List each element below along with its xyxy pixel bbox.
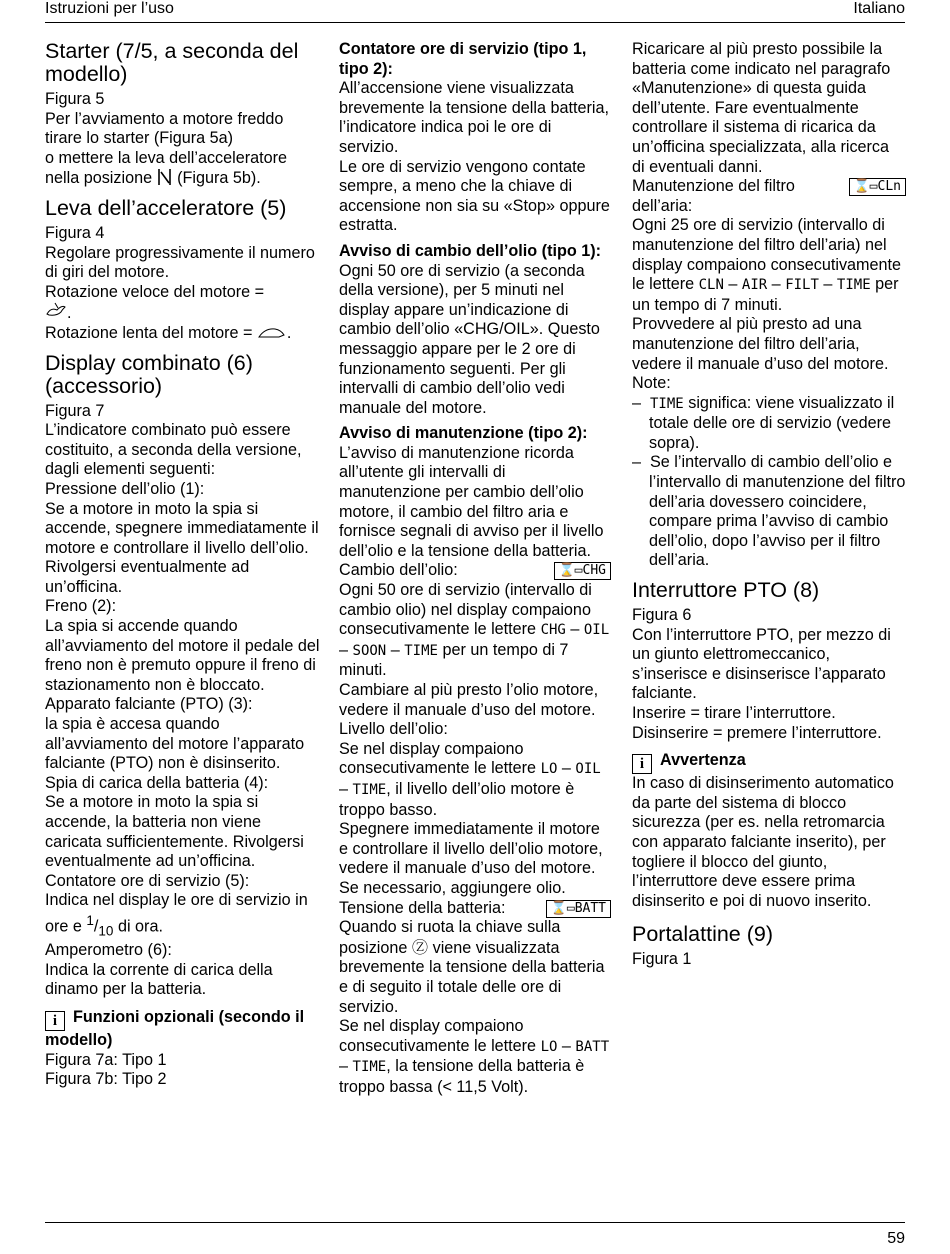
level-text-3: Spegnere immediatamente il motore e controllare il livello dell’olio motore, vedere il manuale d’uso del motore. Se necessario, aggiungere olio.	[339, 820, 603, 897]
brake-text: La spia si accende quando all’avviamento del motore il pedale del freno non è premuto oppure il freno di stazionamento non è bloccato.	[45, 617, 320, 694]
hours-frac-den: 10	[98, 923, 114, 939]
display-intro: L’indicatore combinato può essere costituito, a seconda della versione, dagli elementi seguenti:	[45, 421, 302, 479]
lcd-chg-icon: ⌛▭CHG	[554, 562, 612, 580]
leva-slow-label: Rotazione lenta del motore =	[45, 323, 253, 342]
pto-switch-on: Inserire = tirare l’interruttore.	[632, 704, 836, 722]
pto-switch-text: Con l’interruttore PTO, per mezzo di un giunto elettromeccanico, s’inserisce e disinserisce l’apparato falciante.	[632, 625, 891, 703]
starter-title: Starter (7/5, a seconda del modello)	[45, 39, 299, 86]
filter-text-3: Provvedere al più presto ad una manutenzione del filtro dell’aria, vedere il manuale d’uso del motore.	[632, 315, 889, 373]
lcd-chg-text: CHG	[582, 563, 606, 579]
column-1	[45, 40, 320, 1090]
lcd-batt-icon: ⌛▭BATT	[546, 900, 611, 918]
note-label: Note:	[632, 374, 671, 393]
leva-fast-label: Rotazione veloce del motore =	[45, 282, 265, 301]
header-title: Istruzioni per l’uso	[45, 0, 174, 17]
hours-text-main: Indica nel display le ore di servizio in ore e	[45, 891, 308, 936]
volt-text-2a: Se nel display compaiono consecutivamente le lettere	[339, 1017, 537, 1055]
pto-text: la spia è accesa quando all’avviamento del motore l’apparato falciante (PTO) non è disinserito.	[45, 715, 305, 773]
cup-holder-title: Portalattine (9)	[632, 922, 774, 947]
warning-text: In caso di disinserimento automatico da parte del sistema di blocco sicurezza (per es. nella retromarcia con apparato falciante inserito), per togliere il blocco del giunto, l’interruttore deve essere prima disinserito e poi di nuovo inserito.	[632, 774, 894, 910]
counter-text-2: Le ore di servizio vengono contate sempre, a meno che la chiave di accensione non sia su «Stop» oppure estratta.	[339, 157, 610, 235]
page-header	[45, 0, 905, 23]
battery-label: Spia di carica della batteria (4):	[45, 773, 269, 792]
maintenance-text: L’avviso di manutenzione ricorda all’utente gli intervalli di manutenzione per cambio dell’olio motore, il cambio del filtro aria e fornisce segnali di avviso per il livello dell’olio e la tensione della batteria.	[339, 443, 604, 560]
warning-title	[632, 751, 906, 774]
leva-slow: Rotazione lenta del motore = .	[45, 323, 292, 342]
volt-text-3: , la tensione della batteria è troppo bassa (< 11,5 Volt).	[339, 1057, 585, 1096]
seg-filt: FILT	[785, 277, 819, 294]
option-b: Figura 7b: Tipo 2	[45, 1070, 167, 1089]
seg-oil: OIL	[583, 622, 610, 639]
amp-text: Indica la corrente di carica della dinamo per la batteria.	[45, 960, 273, 999]
option-a: Figura 7a: Tipo 1	[45, 1050, 167, 1069]
leva-text: Regolare progressivamente il numero di giri del motore.	[45, 243, 315, 282]
display-figure: Figura 7	[45, 401, 105, 420]
hours-frac-num: 1	[86, 912, 94, 928]
choke-position-icon	[157, 168, 173, 187]
seg-lo: LO	[540, 761, 558, 778]
page-number: 59	[887, 1230, 905, 1247]
maintenance-title: Avviso di manutenzione (tipo 2):	[339, 424, 588, 443]
leva-fast: Rotazione veloce del motore = .	[45, 282, 265, 323]
filter-text-1: Ogni 25 ore di servizio (intervallo di manutenzione del filtro dell’aria) nel display compaiono consecutivamente le lettere	[632, 216, 902, 294]
brake-label: Freno (2):	[45, 597, 117, 616]
column-3	[632, 40, 906, 970]
leva-title: Leva dell’acceleratore (5)	[45, 195, 287, 220]
lcd-cln-text: CLn	[877, 179, 901, 195]
battery-text: Se a motore in moto la spia si accende, la batteria non viene caricata sufficientemente. Rivolgersi eventualmente ad un’officina.	[45, 793, 304, 871]
hours-text: Indica nel display le ore di servizio in ore e $^1/_{10}$ di ora.	[45, 891, 308, 939]
volt-label: Tensione della batteria:	[339, 898, 506, 917]
footer-rule	[45, 1222, 905, 1223]
info-icon-2: i	[632, 754, 652, 774]
note-1-text: significa: viene visualizzato il totale delle ore di servizio (vedere sopra).	[649, 393, 895, 452]
leva-figure: Figura 4	[45, 223, 105, 242]
seg-time-4: TIME	[836, 277, 871, 294]
pto-switch-figure: Figura 6	[632, 606, 692, 625]
level-text-2: , il livello dell’olio motore è troppo basso.	[339, 779, 575, 819]
hours-text-end: di ora.	[117, 917, 163, 936]
oil-change-title: Avviso di cambio dell’olio (tipo 1):	[339, 241, 602, 260]
oil-pressure-label: Pressione dell’olio (1):	[45, 479, 205, 498]
chg-text-3: Cambiare al più presto l’olio motore, vedere il manuale d’uso del motore.	[339, 681, 599, 719]
seg-time: TIME	[404, 642, 438, 659]
filter-label: Manutenzione del filtro dell’aria:	[632, 177, 795, 215]
lcd-batt-text: BATT	[574, 900, 606, 916]
note-1: – TIME significa: viene visualizzato il totale delle ore di servizio (vedere sopra).	[632, 393, 895, 452]
pto-label: Apparato falciante (PTO) (3):	[45, 695, 253, 714]
chg-label: Cambio dell’olio:	[339, 561, 458, 580]
seg-soon: SOON	[352, 642, 387, 659]
oil-pressure-text: Se a motore in moto la spia si accende, spegnere immediatamente il motore e controllare il livello dell’olio. Rivolgersi eventualmente ad un’officina.	[45, 499, 319, 596]
note-2: – Se l’intervallo di cambio dell’olio e l’intervallo di manutenzione del filtro dell’aria dovessero coincidere, compare prima l’avviso di cambio dell’olio, dopo l’avviso per il filtro dell’aria.	[632, 453, 906, 570]
ignition-key-icon: Ⓩ	[411, 937, 429, 957]
chg-label-row	[339, 561, 611, 581]
note-2-text: Se l’intervallo di cambio dell’olio e l’intervallo di manutenzione del filtro dell’aria dovessero coincidere, compare prima l’avviso di cambio dell’olio, dopo l’avviso per il filtro dell’aria.	[649, 453, 906, 570]
info-icon: i	[45, 1011, 65, 1031]
tortoise-icon	[257, 324, 287, 342]
warning-label: Avvertenza	[660, 751, 746, 770]
seg-air: AIR	[741, 277, 768, 294]
header-language: Italiano	[853, 0, 905, 17]
level-label: Livello dell’olio:	[339, 720, 448, 739]
volt-text-1	[339, 918, 611, 1017]
optional-functions-label: Funzioni opzionali (secondo il modello)	[45, 1007, 305, 1049]
starter-text: Per l’avviamento a motore freddo tirare lo starter (Figura 5a)	[45, 109, 284, 148]
volt-text-1b: viene visualizzata brevemente la tensione della batteria e di seguito il totale delle ore di servizio.	[339, 938, 605, 1016]
counter-text-1: All’accensione viene visualizzata brevemente la tensione della batteria, l’indicatore indica poi le ore di servizio.	[339, 79, 609, 156]
pto-switch-off: Disinserire = premere l’interruttore.	[632, 723, 882, 742]
seg-time-5: TIME	[650, 395, 684, 412]
level-text: Se nel display compaiono consecutivamente le lettere LO – OIL – TIME, il livello dell’olio motore è troppo basso.	[339, 739, 601, 819]
lcd-cln-icon: ⌛▭CLn	[849, 178, 907, 196]
volt-text-2: Se nel display compaiono consecutivamente le lettere LO – BATT – TIME, la tensione della batteria è troppo bassa (< 11,5 Volt).	[339, 1017, 610, 1096]
level-text-1: Se nel display compaiono consecutivamente le lettere	[339, 739, 537, 778]
seg-time-3: TIME	[352, 1059, 387, 1076]
amp-label: Amperometro (6):	[45, 941, 172, 960]
seg-chg: CHG	[540, 622, 566, 639]
counter-title: Contatore ore di servizio (tipo 1, tipo 2):	[339, 40, 587, 78]
chg-text: Ogni 50 ore di servizio (intervallo di cambio olio) nel display compaiono consecutivamente le lettere CHG – OIL – SOON – TIME per un tempo di 7 minuti.	[339, 581, 610, 680]
filter-label-row	[632, 177, 906, 216]
volt-text-1a: Quando si ruota la chiave sulla posizione	[339, 918, 561, 957]
volt-label-row	[339, 899, 611, 919]
recharge-text: Ricaricare al più presto possibile la batteria come indicato nel paragrafo «Manutenzione» di questa guida dell’utente. Fare eventualmente controllare il sistema di ricarica da un’officina specializzata, alla ricerca di eventuali danni.	[632, 40, 891, 176]
seg-lo-2: LO	[540, 1038, 558, 1055]
starter-text-2b: (Figura 5b).	[177, 169, 261, 188]
chg-text-1: Ogni 50 ore di servizio (intervallo di cambio olio) nel display compaiono consecutivamente le lettere	[339, 581, 592, 639]
filter-text-2: per un tempo di 7 minuti.	[632, 275, 899, 314]
filter-text: Ogni 25 ore di servizio (intervallo di manutenzione del filtro dell’aria) nel display compaiono consecutivamente le lettere CLN – AIR – FILT – TIME per un tempo di 7 minuti.	[632, 216, 902, 314]
seg-cln: CLN	[698, 277, 724, 294]
seg-time-2: TIME	[352, 781, 387, 798]
seg-oil-2: OIL	[575, 761, 601, 778]
starter-figure: Figura 5	[45, 90, 105, 108]
hare-icon	[45, 304, 67, 322]
seg-batt: BATT	[575, 1038, 610, 1055]
cup-holder-figure: Figura 1	[632, 950, 692, 969]
pto-switch-title: Interruttore PTO (8)	[632, 578, 820, 603]
optional-functions-title	[45, 1008, 320, 1051]
display-title: Display combinato (6) (accessorio)	[45, 350, 253, 398]
oil-change-text: Ogni 50 ore di servizio (a seconda della versione), per 5 minuti nel display appare un’indicazione di cambio dell’olio «CHG/OIL». Questo messaggio appare per le 2 ore di funzionamento seguenti. Per gli intervalli di cambio dell’olio vedi manuale del motore.	[339, 261, 600, 417]
chg-text-2: per un tempo di 7 minuti.	[339, 640, 569, 680]
starter-text-2a: o mettere la leva dell’acceleratore nella posizione	[45, 148, 288, 188]
hours-label: Contatore ore di servizio (5):	[45, 871, 250, 890]
column-2	[339, 40, 611, 1097]
starter-text-2	[45, 149, 320, 189]
